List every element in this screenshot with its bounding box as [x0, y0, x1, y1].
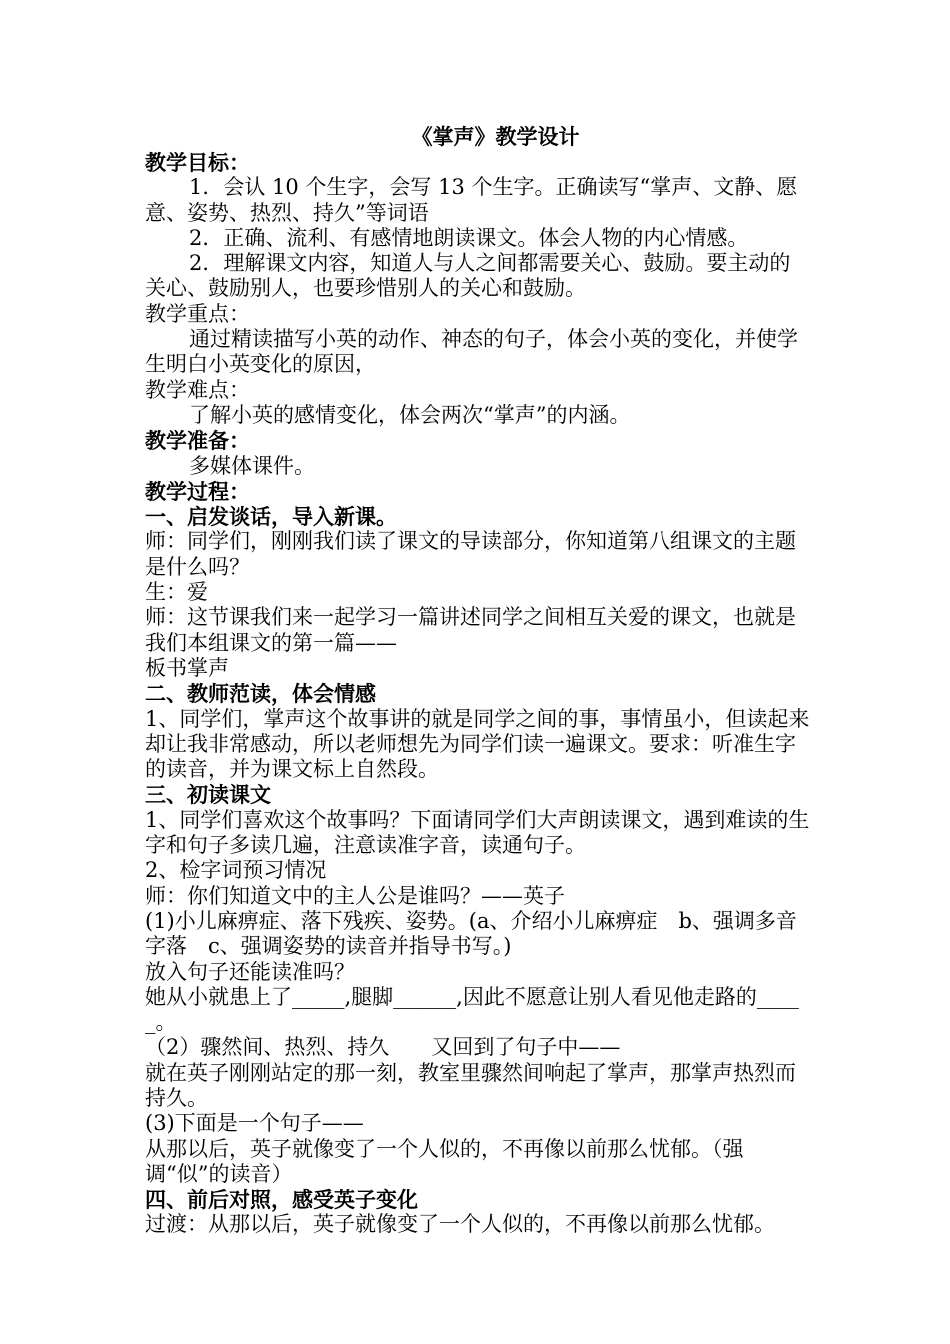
- section-3-paragraph: 2、检字词预习情况: [145, 858, 327, 883]
- section-3-paragraph: 从那以后，英子就像变了一个人似的，不再像以前那么忧郁。（强调“似”的读音）: [145, 1136, 744, 1186]
- section-4-heading: 四、前后对照，感受英子变化: [145, 1187, 418, 1213]
- preparation-heading: 教学准备：: [145, 428, 250, 454]
- difficulty-text: 了解小英的感情变化，体会两次“掌声”的内涵。: [189, 402, 631, 427]
- section-1-paragraph: 生：爱: [145, 580, 208, 605]
- section-1-heading: 一、启发谈话，导入新课。: [145, 504, 397, 530]
- document-title: 《掌声》教学设计: [411, 124, 580, 149]
- section-3-paragraph: 放入句子还能读准吗？: [145, 959, 355, 984]
- section-3-paragraph: (3)下面是一个句子——: [145, 1111, 364, 1136]
- goals-heading: 教学目标：: [145, 150, 250, 175]
- section-3-paragraph: (1)小儿麻痹症、落下残疾、姿势。(a、介绍小儿麻痹症 b、强调多音字落 c、强调姿势的读音并指导书写。): [145, 908, 797, 959]
- section-1-paragraph: 师：这节课我们来一起学习一篇讲述同学之间相互关爱的课文，也就是我们本组课文的第一篇——: [145, 605, 796, 655]
- key-points-text: 通过精读描写小英的动作、神态的句子，体会小英的变化，并使学生明白小英变化的原因，: [145, 327, 798, 377]
- section-3-paragraph: 就在英子刚刚站定的那一刻，教室里骤然间响起了掌声，那掌声热烈而持久。: [145, 1060, 796, 1110]
- section-3-paragraph: （2）骤然间、热烈、持久 又回到了句子中——: [145, 1035, 621, 1060]
- section-1-paragraph: 师：同学们，刚刚我们读了课文的导读部分，你知道第八组课文的主题是什么吗？: [145, 529, 796, 579]
- goal-item-1: 1．会认 10 个生字，会写 13 个生字。正确读写“掌声、文静、愿意、姿势、热烈、持久”等词语: [145, 175, 798, 225]
- document-body: [145, 124, 810, 1238]
- difficulty-heading: 教学难点：: [145, 377, 250, 402]
- section-3-paragraph: 师：你们知道文中的主人公是谁吗？——英子: [145, 883, 565, 908]
- section-2-heading: 二、教师范读，体会情感: [145, 681, 376, 707]
- process-heading: 教学过程：: [145, 478, 250, 504]
- section-3-paragraph: 1、同学们喜欢这个故事吗？下面请同学们大声朗读课文，遇到难读的生字和句子多读几遍，注意读准字音，读通句子。: [145, 807, 810, 858]
- key-points-heading: 教学重点：: [145, 301, 250, 326]
- section-2-paragraph: 1、同学们，掌声这个故事讲的就是同学之间的事，事情虽小，但读起来却让我非常感动，所以老师想先为同学们读一遍课文。要求：听准生字的读音，并为课文标上自然段。: [145, 706, 810, 782]
- goal-item-3: 2．理解课文内容，知道人与人之间都需要关心、鼓励。要主动的关心、鼓励别人，也要珍惜别人的关心和鼓励。: [145, 251, 791, 301]
- section-3-heading: 三、初读课文: [145, 782, 271, 808]
- goal-item-2: 2．正确、流利、有感情地朗读课文。体会人物的内心情感。: [189, 225, 749, 250]
- section-3-paragraph: 她从小就患上了_____,腿脚______,因此不愿意让别人看见他走路的_____。: [145, 984, 799, 1035]
- section-4-paragraph: 过渡：从那以后，英子就像变了一个人似的，不再像以前那么忧郁。: [145, 1212, 775, 1237]
- section-1-paragraph: 板书掌声: [145, 655, 229, 680]
- preparation-text: 多媒体课件。: [189, 453, 315, 478]
